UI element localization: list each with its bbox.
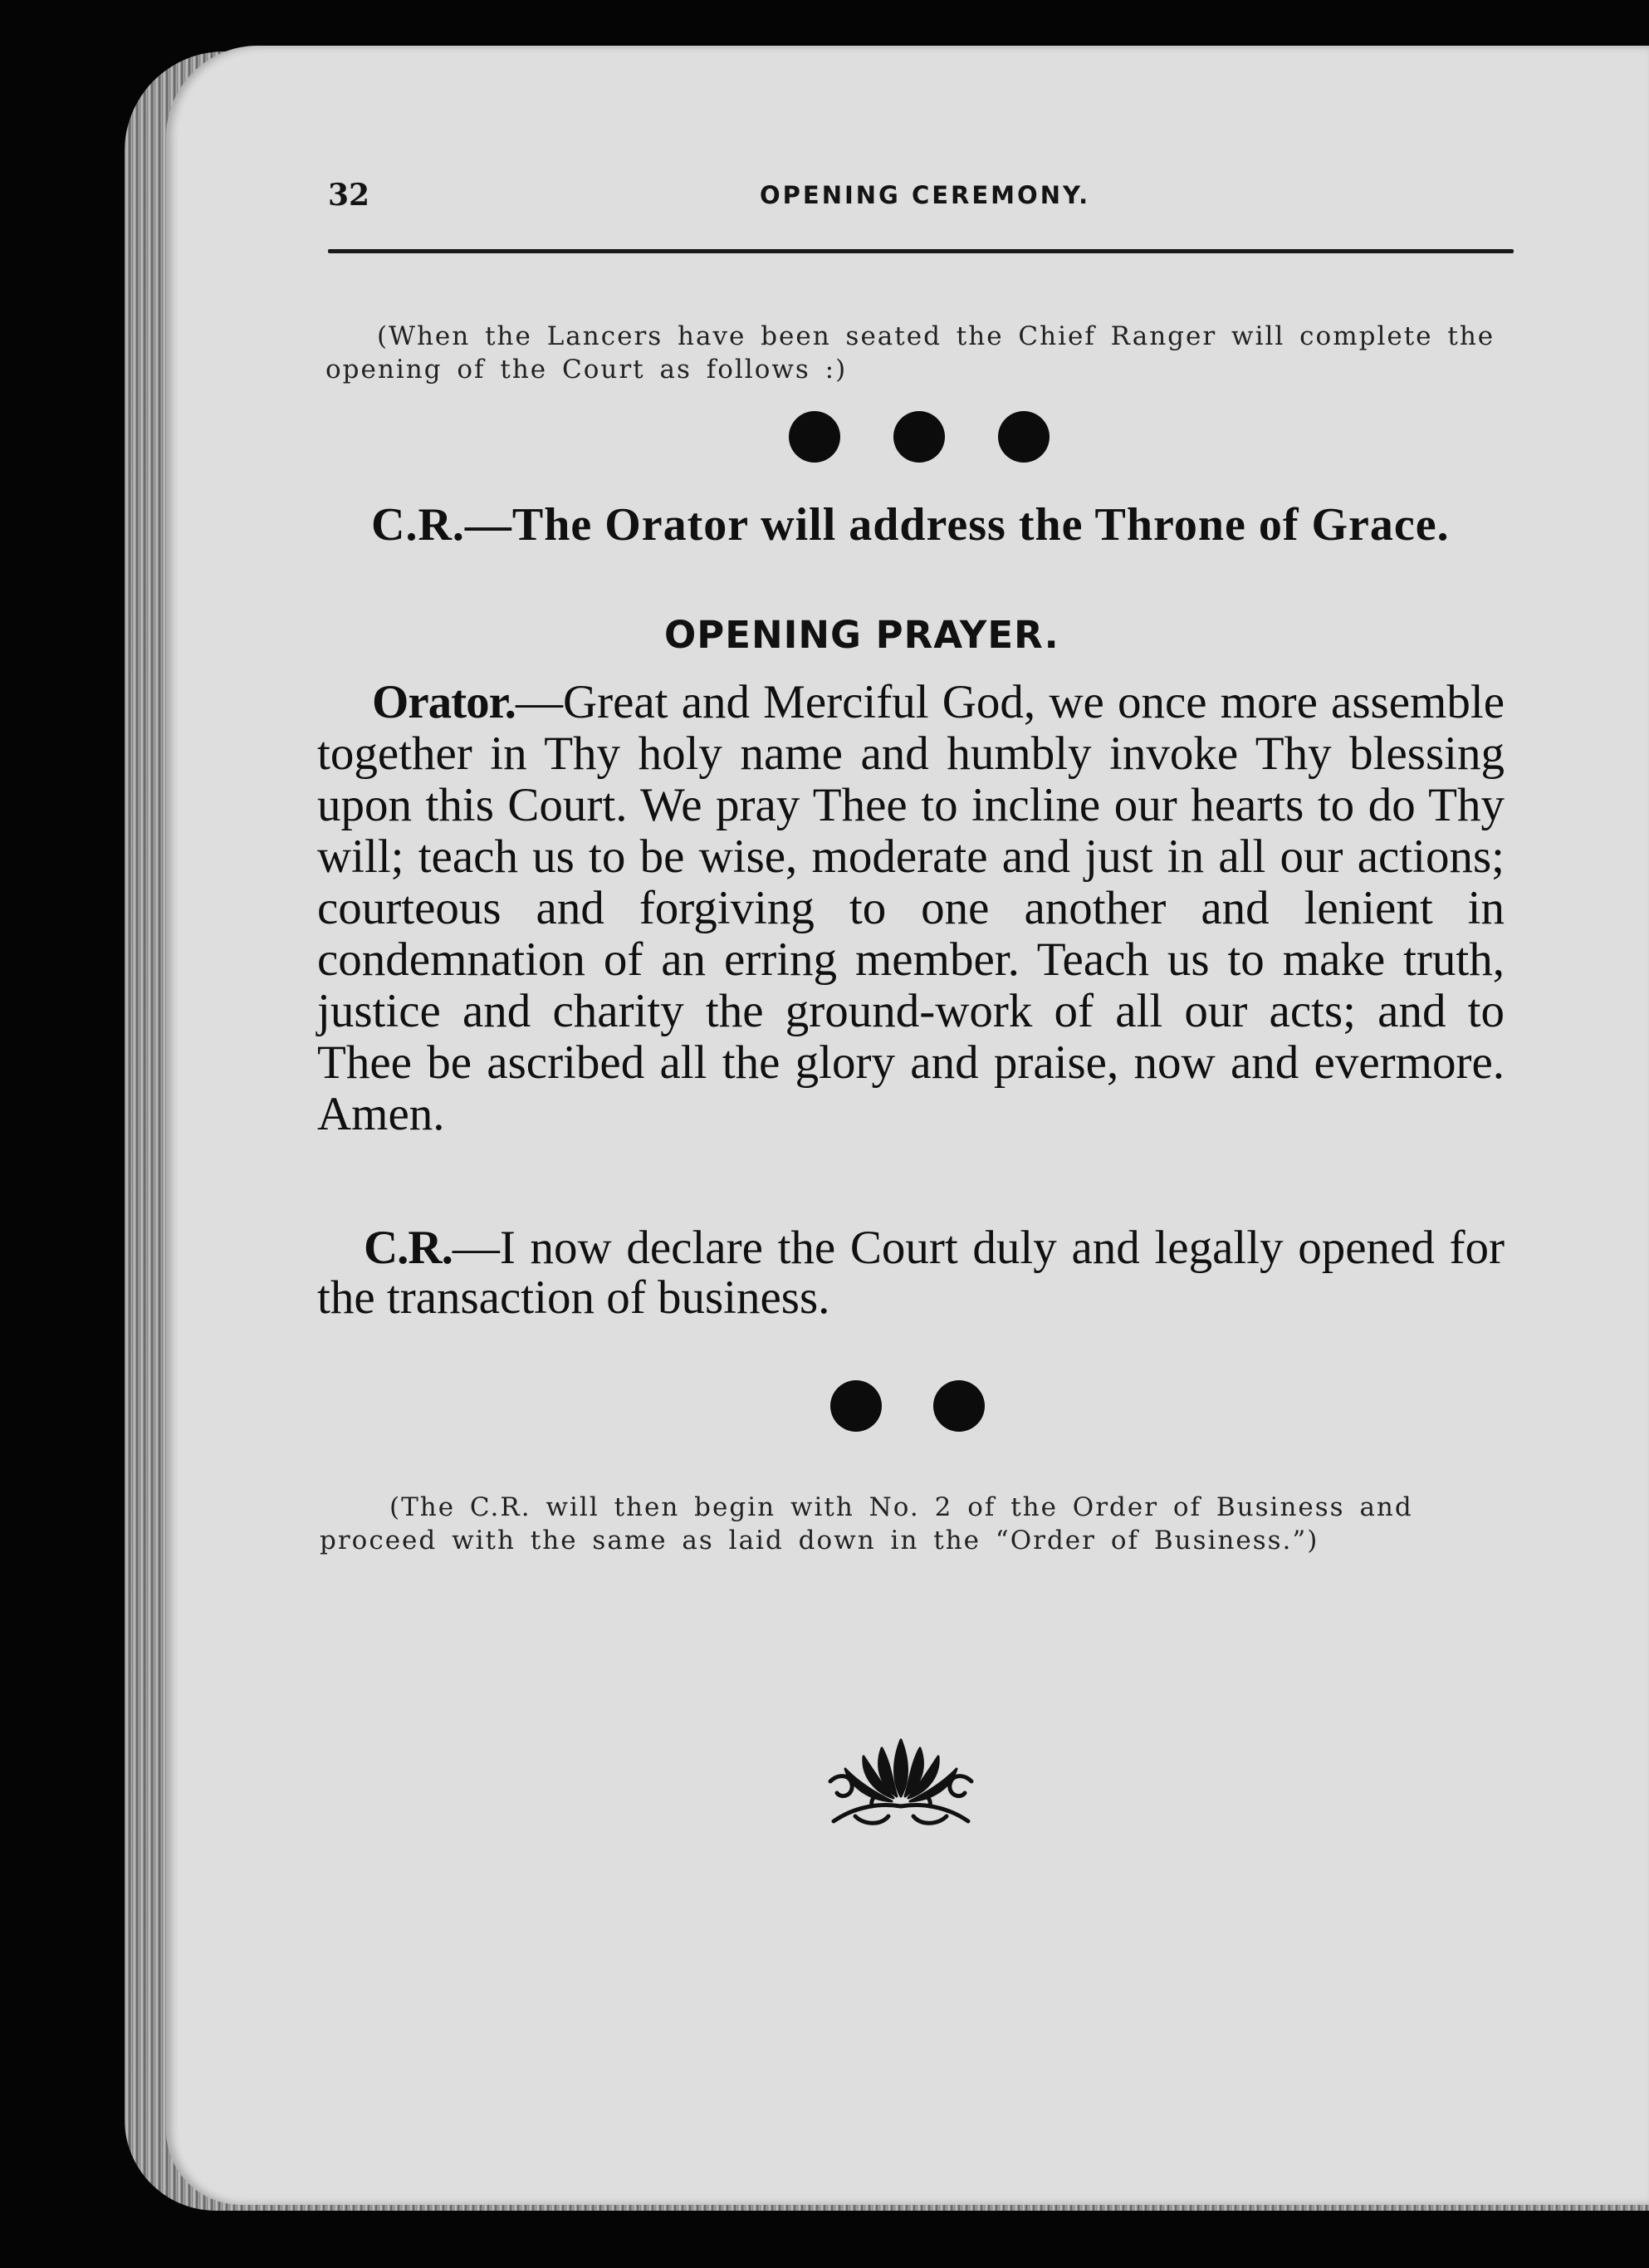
declaration-text: —I now declare the Court duly and legally opened for the transaction of business.	[317, 1222, 1505, 1324]
running-title: OPENING CEREMONY.	[760, 181, 1091, 209]
page-number: 32	[328, 178, 370, 213]
opening-stage-direction: (When the Lancers have been seated the Chief Ranger will complete the opening of the Court as follows :)	[325, 321, 1495, 385]
cr-speaker: C.R.	[371, 499, 465, 551]
court-declaration	[317, 1223, 1505, 1323]
cr-speaker-declaration: C.R.	[364, 1222, 453, 1274]
prayer-text: —Great and Merciful God, we once more assemble together in Thy holy name and humbly invoke Thy blessing upon this Court. We pray Thee to incline our hearts to do Thy will; teach us to be wise, moderate and just in all our actions; courteous and forgiving to one another and lenient in condemnation of an erring member. Teach us to make truth, justice and charity the ground-work of all our acts; and to Thee be ascribed all the glory and praise, now and evermore. Amen.	[317, 676, 1505, 1140]
running-head	[328, 173, 1511, 223]
prayer-heading: OPENING PRAYER.	[664, 613, 1059, 657]
knock-marks-two	[830, 1380, 985, 1432]
knock-marks-three	[789, 411, 1050, 463]
cr-address-line	[371, 498, 1534, 551]
closing-stage-direction: (The C.R. will then begin with No. 2 of the Order of Business and proceed with the same as laid down in the “Order of Business.”)	[320, 1492, 1413, 1555]
knock-dot	[893, 411, 945, 463]
knock-dot	[830, 1380, 882, 1432]
opening-prayer	[317, 677, 1505, 1140]
knock-dot	[789, 411, 840, 463]
knock-dot	[933, 1380, 985, 1432]
lotus-flower-ornament-icon	[822, 1723, 980, 1831]
orator-speaker: Orator.	[372, 676, 516, 728]
cr-address-text: —The Orator will address the Throne of Grace.	[464, 499, 1450, 551]
knock-dot	[998, 411, 1050, 463]
header-rule	[328, 249, 1514, 253]
